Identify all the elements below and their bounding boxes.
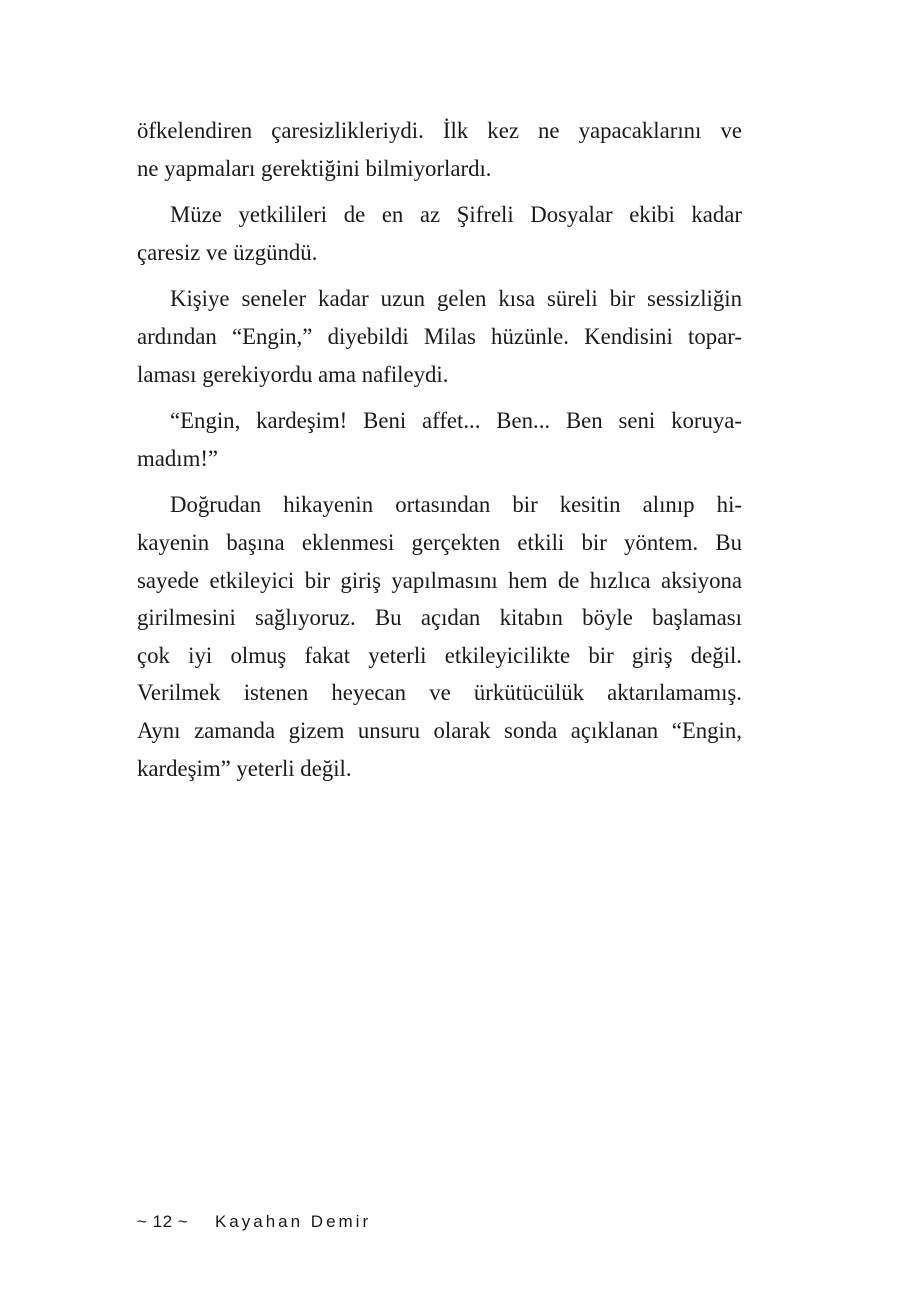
text-line: Verilmek istenen heyecan ve ürkütücülük aktarılamamış. — [137, 680, 742, 706]
text-line: çok iyi olmuş fakat yeterli etkileyicilikte bir giriş değil. — [137, 642, 742, 668]
text-line: ne yapmaları gerektiğini bilmiyorlardı. — [137, 155, 492, 181]
text-line: Müze yetkilileri de en az Şifreli Dosyalar ekibi kadar — [170, 202, 742, 228]
paragraph-continuation — [137, 112, 742, 187]
paragraph-review — [137, 486, 742, 787]
text-line: kayenin başına eklenmesi gerçekten etkili bir yöntem. Bu — [137, 529, 742, 555]
text-line: ardından “Engin,” diyebildi Milas hüzünle. Kendisini topar- — [137, 323, 742, 349]
text-line: Doğrudan hikayenin ortasından bir kesitin alınıp hi- — [170, 492, 742, 518]
page-body — [137, 112, 742, 787]
text-line: madım!” — [137, 445, 219, 471]
text-line: “Engin, kardeşim! Beni affet... Ben... Ben seni koruya- — [170, 408, 742, 434]
text-line: sayede etkileyici bir giriş yapılmasını hem de hızlıca aksiyona — [137, 567, 742, 593]
paragraph-museum-officials — [137, 196, 742, 271]
paragraph-dialogue — [137, 402, 742, 477]
page-number: ~ 12 ~ — [137, 1212, 189, 1231]
text-line: Kişiye seneler kadar uzun gelen kısa süreli bir sessizliğin — [170, 286, 742, 312]
text-line: laması gerekiyordu ama nafileydi. — [137, 361, 449, 387]
paragraph-silence — [137, 280, 742, 393]
text-line: kardeşim” yeterli değil. — [137, 755, 352, 781]
text-line: Aynı zamanda gizem unsuru olarak sonda açıklanan “Engin, — [137, 717, 742, 743]
text-line: çaresiz ve üzgündü. — [137, 239, 318, 265]
author-name: Kayahan Demir — [214, 1212, 372, 1231]
page-footer — [137, 1212, 371, 1232]
text-line: öfkelendiren çaresizlikleriydi. İlk kez ne yapacaklarını ve — [137, 118, 742, 143]
text-line: girilmesini sağlıyoruz. Bu açıdan kitabın böyle başlaması — [137, 605, 742, 631]
